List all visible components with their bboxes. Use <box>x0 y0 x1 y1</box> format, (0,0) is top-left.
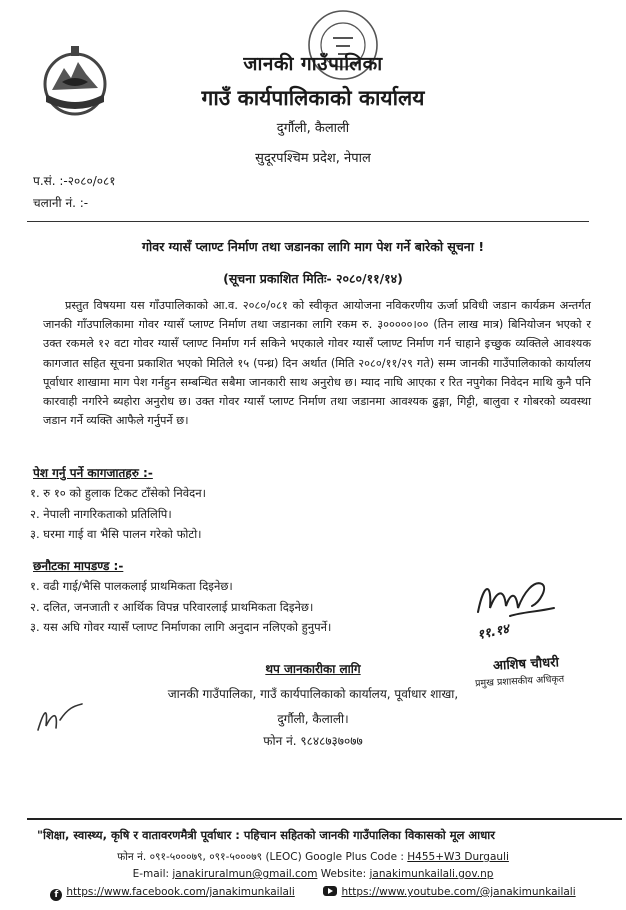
documents-list <box>30 483 206 545</box>
notice-title: गोवर ग्यासँ प्लाण्ट निर्माण तथा जडानका लागि माग पेश गर्ने बारेको सूचना ! <box>141 239 485 254</box>
list-item: ३. यस अघि गोवर ग्यासँ प्लाण्ट निर्माणका लागि अनुदान नलिएको हुनुपर्ने। <box>30 620 332 634</box>
contact-phone: फोन नं. ९८४८७३७०७७ <box>263 734 363 748</box>
signatory-title: प्रमुख प्रशासकीय अधिकृत <box>474 673 565 690</box>
ref-number: प.सं. :-२०८०/०८१ <box>33 174 116 188</box>
initials-mark <box>34 700 86 736</box>
footer-motto: "शिक्षा, स्वास्थ्य, कृषि र वातावरणमैत्री पूर्वाधार : पहिचान सहितको जानकी गाउँपालिका विकासको मूल आधार <box>37 828 495 842</box>
list-item: २. दलित, जनजाती र आर्थिक विपन्न परिवारलाई प्राथमिकता दिइनेछ। <box>30 599 314 614</box>
notice-body: प्रस्तुत विषयमा यस गाँउपालिकाको आ.व. २०८०/०८१ को स्वीकृत आयोजना नविकरणीय ऊर्जा प्रविधी जडान कार्यक्रम अन्तर्गत जानकी गाँउपालिकामा गोवर ग्यासँ प्लाण्ट निर्माण तथा जडानका लागि रकम रु. ३०००००।०० (तिन लाख मात्र) बिनियोजन भएको र उक्त रकमले १२ वटा गोवर ग्यासँ प्लाण्ट निर्माण गर्न सकिने भएकाले गोवर ग्यासँ प्लाण्ट निर्माण गर्न चाहाने इच्छुक व्यक्तिले आवश्यक कागजात सहित सूचना प्रकाशित भएको मितिले १५ (पन्ध्र) दिन अर्थात (मिति २०८०/११/२९ गते) सम्म जानकी गाउँपालिकाको कार्यालय पूर्वाधार शाखामा माग पेश गर्नहुन सम्बन्धित सबैमा जानकारी साथ अनुरोध छ। म्याद नाघि आएका र रित नपुगेका निवेदन माथि कुनै पनि कारवाही नगरिने ब्यहोरा अनुरोध छ। उक्त गोवर ग्यासँ प्लाण्ट निर्माण तथा जडानमा आवश्यक ढुङ्गा, गिट्टी, बालुवा र गोबरको व्यवस्था जडान गर्ने व्यक्ति आफैले गर्नुपर्ने छ। <box>43 299 591 428</box>
email-link[interactable]: janakiruralmun@gmail.com <box>172 868 318 880</box>
footer-social-row <box>0 886 626 901</box>
publish-date: (सूचना प्रकाशित मितिः- २०८०/११/१४) <box>223 271 403 286</box>
list-item: १. वढी गाई/भैसि पालकलाई प्राथमिकता दिइनेछ। <box>30 579 233 593</box>
email-label: E-mail: <box>132 868 170 880</box>
criteria-heading: छनौटका मापडण्ड :- <box>33 559 124 573</box>
org-name: जानकी गाउँपालिका <box>243 53 383 75</box>
google-plus-label: Google Plus Code : <box>305 851 404 863</box>
address-line: दुर्गौली, कैलाली <box>276 121 350 136</box>
signature-date: ११.१४ <box>476 621 511 644</box>
criteria-list <box>30 576 331 638</box>
website-link[interactable]: janakimunkailali.gov.np <box>369 868 494 880</box>
documents-heading: पेश गर्नु पर्ने कागजातहरु :- <box>33 466 153 480</box>
header-divider <box>27 221 589 222</box>
website-label: Website: <box>320 868 367 880</box>
list-item: २. नेपाली नागरिकताको प्रतिलिपि। <box>30 506 172 521</box>
youtube-link[interactable]: https://www.youtube.com/@janakimunkailali <box>341 886 576 898</box>
list-item: ३. घरमा गाई वा भैसि पालन गरेको फोटो। <box>30 527 202 541</box>
contact-place: दुर्गौली, कैलाली। <box>277 712 349 726</box>
google-plus-code: H455+W3 Durgauli <box>407 851 509 863</box>
province-line: सुदूरपश्चिम प्रदेश, नेपाल <box>255 151 371 166</box>
contact-office: जानकी गाउँपालिका, गाउँ कार्यपालिकाको कार्यालय, पूर्वाधार शाखा, <box>167 687 459 701</box>
footer-email-row <box>0 868 626 880</box>
footer-phone-row <box>0 850 626 864</box>
signatory-name: आशिष चौधरी <box>492 655 560 674</box>
facebook-link[interactable]: https://www.facebook.com/janakimunkailali <box>66 886 295 898</box>
contact-heading: थप जानकारीका लागि <box>265 662 361 676</box>
footer-divider <box>27 818 622 820</box>
list-item: १. रु १० को हुलाक टिकट टाँसेको निवेदन। <box>30 486 206 500</box>
youtube-icon <box>323 886 337 896</box>
footer-phone: फोन नं. ०९१-५०००७९, ०९१-५०००७९ (LEOC) <box>117 851 302 863</box>
dispatch-number: चलानी नं. :- <box>33 196 89 210</box>
facebook-icon: f <box>50 889 62 901</box>
office-name: गाउँ कार्यपालिकाको कार्यालय <box>201 86 425 110</box>
